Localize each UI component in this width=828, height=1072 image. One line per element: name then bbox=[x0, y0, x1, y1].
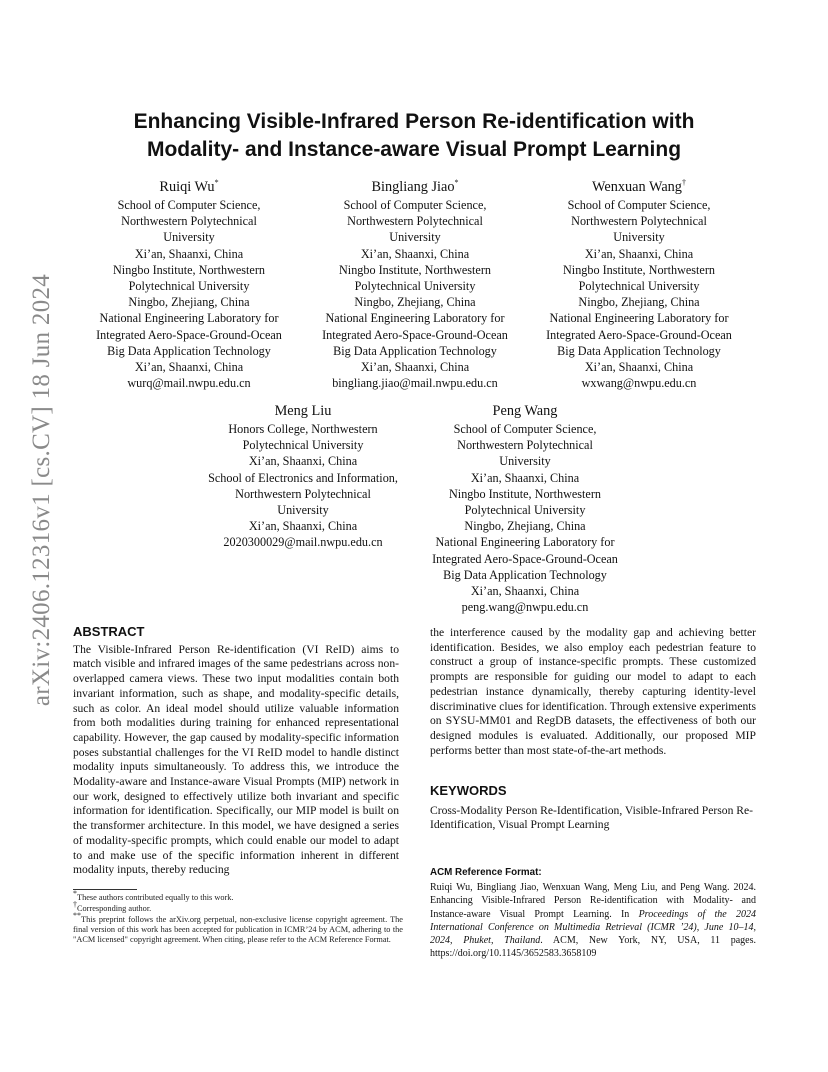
author-name: Peng Wang bbox=[492, 403, 558, 419]
title-line-2: Modality- and Instance-aware Visual Prompt Learning bbox=[146, 138, 682, 161]
abstract-text-left: The Visible-Infrared Person Re-identification (VI ReID) aims to match visible and infrared images of the same pedestrians across non-overlapped camera views. These two input modalities contain both invariant information, such as shape, and modality-specific details, such as color. An ideal model should utilize valuable information from both modalities during training for enhanced representational capability. However, the gap caused by modality-specific information poses substantial challenges for the VI ReID model to handle distinct modality inputs simultaneously. To address this, we introduce the Modality-aware and Instance-aware Visual Prompts (MIP) network in our work, designed to effectively utilize both invariant and specific information for identification. Specifically, our MIP model is built on the transformer architecture. In this model, we have designed a series of modality-specific prompts, which could enable our model to adapt to and make use of the specific information inherent in different modality inputs, thereby reducing bbox=[73, 642, 399, 877]
author-email: 2020300029@mail.nwpu.edu.cn bbox=[223, 535, 383, 550]
author-name: Ruiqi Wu* bbox=[159, 178, 219, 195]
author-email: bingliang.jiao@mail.nwpu.edu.cn bbox=[332, 376, 498, 391]
author-email: peng.wang@nwpu.edu.cn bbox=[461, 600, 589, 615]
footnotes bbox=[73, 889, 403, 946]
author-email: wxwang@nwpu.edu.cn bbox=[581, 376, 697, 391]
arxiv-identifier: arXiv:2406.12316v1 [cs.CV] 18 Jun 2024 bbox=[28, 273, 56, 707]
footnote-item: **This preprint follows the arXiv.org perpetual, non-exclusive license copyright agreement. The final version of this work has been accepted for publication in ICMR’24 by ACM, adhering to the "ACM licensed" copyright agreement. When citing, please refer to the ACM Reference Format. bbox=[73, 910, 403, 945]
abstract-continuation bbox=[430, 626, 756, 758]
footnote-item: *These authors contributed equally to this work. bbox=[73, 889, 234, 902]
acm-reference-heading: ACM Reference Format: bbox=[430, 867, 542, 878]
author-name: Wenxuan Wang† bbox=[592, 178, 686, 195]
abstract-section bbox=[73, 625, 399, 878]
acm-reference-venue: Proceedings of the 2024 International Conference on Multimedia Retrieval (ICMR ’24), June 10–14, 2024, Phuket, Thailand bbox=[430, 908, 757, 947]
keywords-section bbox=[430, 784, 756, 833]
acm-reference-format bbox=[430, 866, 756, 960]
footnote-item: †Corresponding author. bbox=[73, 900, 152, 913]
author-block-1 bbox=[80, 178, 298, 391]
author-block-4 bbox=[190, 402, 416, 551]
author-affiliation: School of Computer Science, Northwestern Polytechnical University Xi’an, Shaanxi, China Ningbo Institute, Northwestern Polytechnical University Ningbo, Zhejiang, China National Engineering Laboratory for Integrated Aero-Space-Ground-Ocean Big Data Application Technology Xi’an, Shaanxi, China bbox=[432, 422, 618, 599]
keywords-heading: KEYWORDS bbox=[430, 783, 507, 798]
abstract-heading: ABSTRACT bbox=[73, 624, 145, 639]
author-affiliation: School of Computer Science, Northwestern Polytechnical University Xi’an, Shaanxi, China Ningbo Institute, Northwestern Polytechnical University Ningbo, Zhejiang, China National Engineering Laboratory for Integrated Aero-Space-Ground-Ocean Big Data Application Technology Xi’an, Shaanxi, China bbox=[96, 198, 282, 375]
paper-title bbox=[80, 108, 748, 164]
author-affiliation: Honors College, Northwestern Polytechnical University Xi’an, Shaanxi, China School of Electronics and Information, Northwestern Polytechnical University Xi’an, Shaanxi, China bbox=[208, 422, 398, 534]
author-block-5 bbox=[412, 402, 638, 615]
acm-reference-text: Ruiqi Wu, Bingliang Jiao, Wenxuan Wang, Meng Liu, and Peng Wang. 2024. Enhancing Visible-Infrared Person Re-identification with Modality- and Instance-aware Visual Prompt Learning. In Proceedings of the 2024 International Conference on Multimedia Retrieval (ICMR ’24), June 10–14, 2024, Phuket, Thailand. ACM, New York, NY, USA, 11 pages. https://doi.org/10.1145/3652583.3658109 bbox=[430, 882, 757, 960]
arxiv-stamp bbox=[22, 273, 62, 707]
footnote-divider bbox=[73, 889, 137, 890]
author-email: wurq@mail.nwpu.edu.cn bbox=[127, 376, 251, 391]
abstract-text-right: the interference caused by the modality gap and achieving better identification. Besides, we also employ each pedestrian feature to construct a group of instance-specific prompts. These customized prompts are responsible for guiding our model to adapt to each pedestrian instance dynamically, thereby capturing identity-level discriminative clues for identification. Through extensive experiments on SYSU-MM01 and RegDB datasets, the effectiveness of both our designed modules is evaluated. Additionally, our proposed MIP performs better than most state-of-the-art methods. bbox=[430, 626, 756, 757]
author-affiliation: School of Computer Science, Northwestern Polytechnical University Xi’an, Shaanxi, China Ningbo Institute, Northwestern Polytechnical University Ningbo, Zhejiang, China National Engineering Laboratory for Integrated Aero-Space-Ground-Ocean Big Data Application Technology Xi’an, Shaanxi, China bbox=[322, 198, 508, 375]
author-block-3 bbox=[530, 178, 748, 391]
title-line-1: Enhancing Visible-Infrared Person Re-identification with bbox=[133, 110, 695, 133]
author-block-2 bbox=[302, 178, 528, 391]
author-name: Meng Liu bbox=[274, 403, 332, 419]
keywords-text: Cross-Modality Person Re-Identification, Visible-Infrared Person Re-Identification, Visual Prompt Learning bbox=[430, 803, 753, 832]
author-name: Bingliang Jiao* bbox=[371, 178, 459, 195]
author-affiliation: School of Computer Science, Northwestern Polytechnical University Xi’an, Shaanxi, China Ningbo Institute, Northwestern Polytechnical University Ningbo, Zhejiang, China National Engineering Laboratory for Integrated Aero-Space-Ground-Ocean Big Data Application Technology Xi’an, Shaanxi, China bbox=[546, 198, 732, 375]
